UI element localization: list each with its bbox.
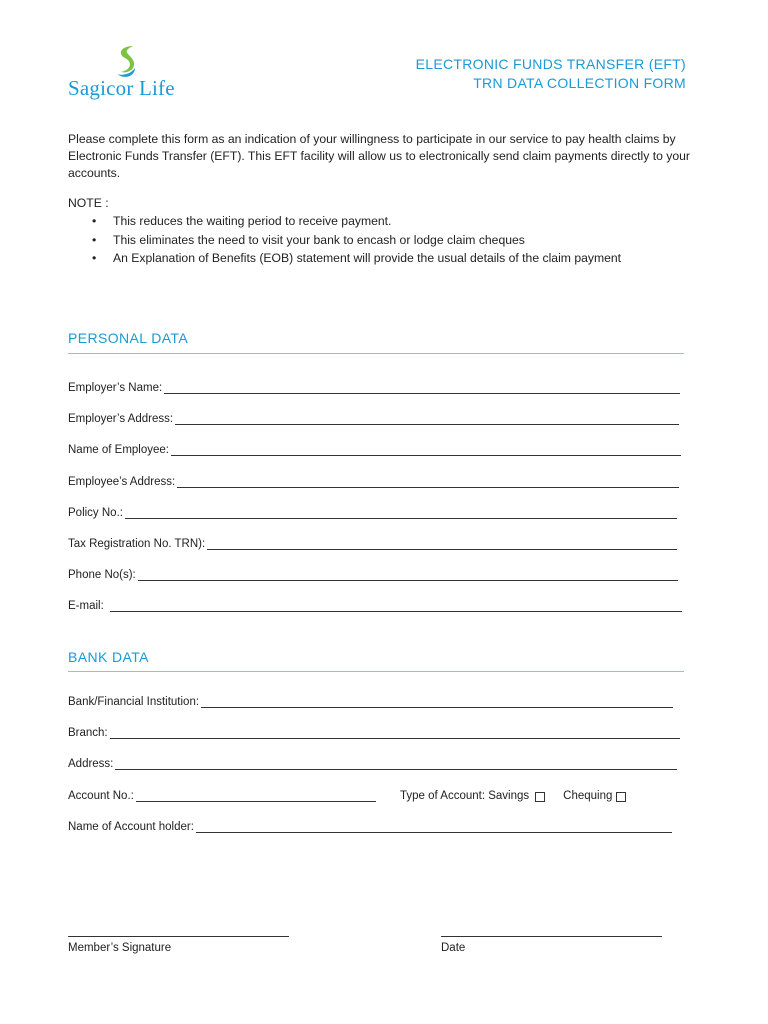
note-label: NOTE : (68, 196, 109, 210)
bank-address-input-line[interactable] (115, 757, 677, 770)
employee-address-field[interactable] (68, 472, 679, 488)
bank-address-label: Address: (68, 758, 114, 770)
employee-name-input-line[interactable] (171, 443, 681, 456)
note-item: • This eliminates the need to visit your bank to encash or lodge claim cheques (92, 232, 525, 247)
account-no-field[interactable] (68, 786, 376, 802)
employee-name-field[interactable] (68, 440, 681, 456)
account-holder-label: Name of Account holder: (68, 821, 194, 833)
email-input-line[interactable] (110, 599, 682, 612)
policy-no-input-line[interactable] (125, 506, 677, 519)
savings-checkbox[interactable] (535, 792, 545, 802)
bank-data-divider (68, 671, 684, 672)
bank-address-field[interactable] (68, 754, 677, 770)
account-no-label: Account No.: (68, 790, 134, 802)
bullet-icon: • (92, 232, 97, 247)
employer-name-input-line[interactable] (164, 381, 680, 394)
account-no-input-line[interactable] (136, 789, 376, 802)
employer-address-label: Employer’s Address: (68, 413, 174, 425)
member-signature-line[interactable] (68, 936, 289, 937)
bank-data-heading: BANK DATA (68, 649, 149, 665)
chequing-label: Chequing (563, 790, 613, 802)
phone-field[interactable] (68, 565, 678, 581)
bank-institution-field[interactable] (68, 692, 673, 708)
branch-input-line[interactable] (110, 726, 680, 739)
form-title-line-2: TRN DATA COLLECTION FORM (473, 75, 686, 91)
account-type-field (400, 786, 626, 802)
phone-label: Phone No(s): (68, 569, 136, 581)
date-label: Date (441, 942, 466, 954)
bank-institution-input-line[interactable] (201, 695, 673, 708)
employee-name-label: Name of Employee: (68, 444, 169, 456)
account-type-label: Type of Account: Savings (400, 790, 530, 802)
trn-input-line[interactable] (207, 537, 677, 550)
account-holder-field[interactable] (68, 817, 672, 833)
phone-input-line[interactable] (138, 568, 678, 581)
email-label: E-mail: (68, 600, 104, 612)
logo-wordmark: Sagicor Life (68, 76, 175, 100)
bank-institution-label: Bank/Financial Institution: (68, 696, 200, 708)
employer-address-field[interactable] (68, 409, 679, 425)
employer-address-input-line[interactable] (175, 412, 679, 425)
branch-label: Branch: (68, 727, 108, 739)
personal-data-heading: PERSONAL DATA (68, 330, 189, 346)
sagicor-logo (68, 44, 188, 104)
form-title (416, 55, 686, 93)
chequing-checkbox[interactable] (616, 792, 626, 802)
trn-label: Tax Registration No. TRN): (68, 538, 206, 550)
policy-no-field[interactable] (68, 503, 677, 519)
branch-field[interactable] (68, 723, 680, 739)
employee-address-label: Employee’s Address: (68, 476, 176, 488)
account-holder-input-line[interactable] (196, 820, 672, 833)
bullet-icon: • (92, 251, 97, 265)
form-title-line-1: ELECTRONIC FUNDS TRANSFER (EFT) (415, 56, 686, 72)
bullet-icon: • (92, 214, 97, 228)
policy-no-label: Policy No.: (68, 507, 123, 519)
email-field[interactable] (68, 596, 682, 612)
employee-address-input-line[interactable] (177, 475, 679, 488)
employer-name-field[interactable] (68, 378, 680, 394)
note-item: • This reduces the waiting period to receive payment. (92, 214, 392, 228)
date-line[interactable] (441, 936, 662, 937)
note-list (68, 212, 621, 268)
sagicor-s-swoosh-icon (113, 44, 139, 80)
intro-paragraph: Please complete this form as an indication of your willingness to participate in our service to pay health claims by Electronic Funds Transfer (EFT). This EFT facility will allow us to electronically send claim payments directly to your accounts. (68, 132, 690, 180)
employer-name-label: Employer’s Name: (68, 382, 163, 394)
trn-field[interactable] (68, 534, 677, 550)
member-signature-label: Member’s Signature (68, 942, 172, 954)
note-item: • An Explanation of Benefits (EOB) statement will provide the usual details of the claim payment (92, 251, 622, 265)
personal-data-divider (68, 353, 684, 354)
